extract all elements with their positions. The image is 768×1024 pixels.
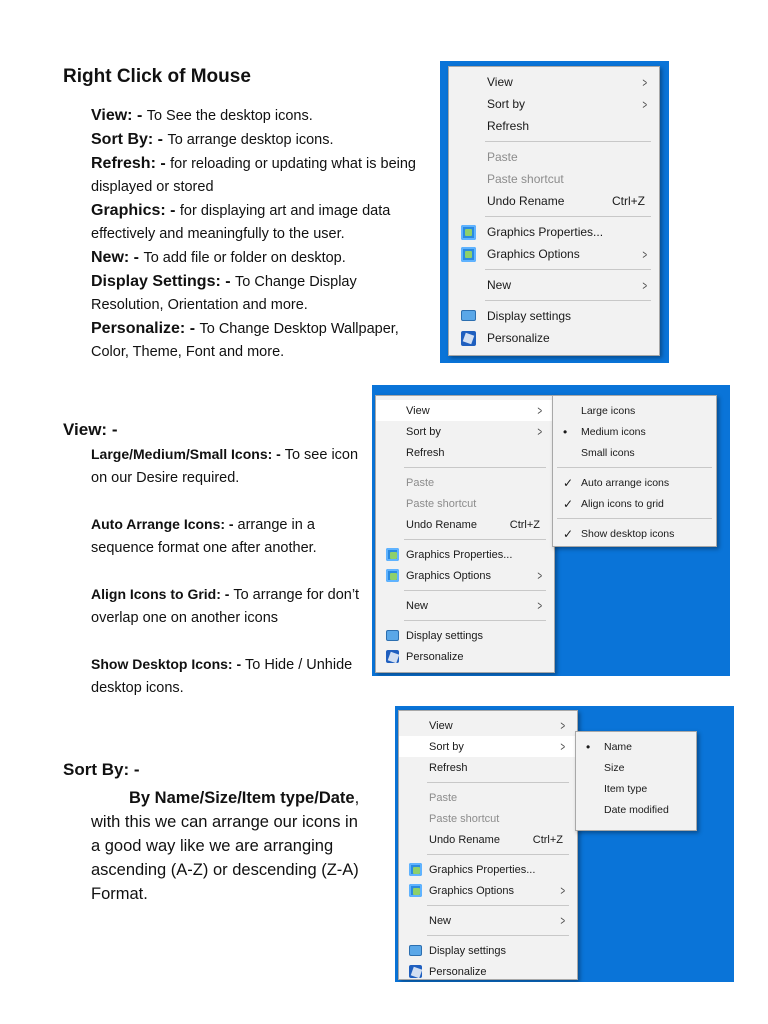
shortcut-text: Ctrl+Z [509, 518, 540, 531]
chevron-right-icon: > [537, 424, 543, 439]
shortcut-text: Ctrl+Z [612, 194, 645, 208]
chevron-right-icon: > [642, 277, 648, 293]
graphics-icon [409, 863, 422, 876]
context-menu [398, 710, 578, 980]
menu-item-undo-rename[interactable]: Undo Rename Ctrl+Z [429, 833, 563, 846]
submenu-item-name[interactable]: • Name [586, 739, 633, 754]
sort-submenu [575, 731, 697, 831]
submenu-item-small-icons[interactable]: Small icons [581, 446, 635, 459]
menu-item-display-settings[interactable]: Display settings [399, 940, 577, 961]
menu-item-refresh[interactable]: Refresh [406, 446, 445, 459]
menu-item-personalize[interactable]: Personalize [376, 646, 554, 667]
menu-item-undo-rename[interactable]: Undo Rename Ctrl+Z [487, 194, 645, 208]
menu-item-display-settings[interactable]: Display settings [449, 305, 659, 327]
menu-divider [404, 620, 546, 621]
section2-title: View: - [63, 420, 118, 439]
menu-divider [427, 782, 569, 783]
def-refresh: Refresh: - for reloading or updating what is being displayed or stored [91, 155, 416, 195]
check-icon: ✓ [563, 496, 574, 511]
menu-divider [404, 467, 546, 468]
submenu-item-show-desktop-icons[interactable]: ✓ Show desktop icons [563, 526, 675, 541]
menu-item-graphics-options[interactable]: Graphics Options > [449, 243, 659, 265]
context-menu [375, 395, 555, 673]
context-menu-screenshot [440, 61, 669, 363]
display-settings-icon [409, 945, 422, 956]
menu-item-personalize[interactable]: Personalize [399, 961, 577, 982]
menu-item-paste-shortcut: Paste shortcut [487, 172, 564, 186]
def-auto-arrange: Auto Arrange Icons: - arrange in a sequence format one after another. [91, 516, 317, 556]
def-sort-by: Sort By: - To arrange desktop icons. [91, 131, 334, 148]
section3-title: Sort By: - [63, 760, 140, 779]
display-settings-icon [386, 630, 399, 641]
section3-body: By Name/Size/Item type/Date, with this we can arrange our icons in a good way like we are arranging ascending (A-Z) or descending (Z-A) Format. [91, 789, 360, 903]
personalize-icon [461, 331, 476, 346]
menu-item-new[interactable]: New > [406, 598, 543, 613]
personalize-icon [386, 650, 399, 663]
chevron-right-icon: > [642, 246, 648, 262]
view-submenu [552, 395, 717, 547]
personalize-icon [409, 965, 422, 978]
menu-item-paste: Paste [406, 476, 435, 489]
chevron-right-icon: > [537, 568, 543, 583]
def-display-settings: Display Settings: - To Change Display Resolution, Orientation and more. [91, 273, 357, 313]
submenu-item-auto-arrange[interactable]: ✓ Auto arrange icons [563, 475, 670, 490]
menu-divider [485, 141, 651, 142]
section1-body [91, 104, 426, 364]
menu-divider [427, 854, 569, 855]
graphics-icon [461, 225, 476, 240]
submenu-item-align-grid[interactable]: ✓ Align icons to grid [563, 496, 664, 511]
menu-item-personalize[interactable]: Personalize [449, 327, 659, 349]
submenu-item-medium-icons[interactable]: • Medium icons [563, 424, 646, 439]
bullet-icon: • [563, 424, 568, 439]
menu-item-view[interactable]: View > [376, 400, 554, 421]
display-settings-icon [461, 310, 476, 321]
menu-item-graphics-options[interactable]: Graphics Options > [399, 880, 577, 901]
menu-item-graphics-properties[interactable]: Graphics Properties... [449, 221, 659, 243]
section2-body [91, 443, 366, 700]
menu-item-new[interactable]: New > [429, 913, 566, 928]
def-show-desktop-icons: Show Desktop Icons: - To Hide / Unhide desktop icons. [91, 656, 353, 696]
menu-item-undo-rename[interactable]: Undo Rename Ctrl+Z [406, 518, 540, 531]
menu-item-refresh[interactable]: Refresh [487, 119, 530, 133]
def-personalize: Personalize: - To Change Desktop Wallpaper, Color, Theme, Font and more. [91, 320, 399, 360]
menu-divider [557, 518, 712, 519]
graphics-icon [386, 548, 399, 561]
shortcut-text: Ctrl+Z [532, 833, 563, 846]
menu-item-sort-by[interactable]: Sort by > [487, 96, 648, 112]
menu-item-paste: Paste [429, 791, 458, 804]
def-icon-sizes: Large/Medium/Small Icons: - To see icon on our Desire required. [91, 446, 359, 486]
context-menu [448, 66, 660, 356]
chevron-right-icon: > [560, 739, 566, 754]
def-view: View: - To See the desktop icons. [91, 107, 313, 124]
chevron-right-icon: > [560, 718, 566, 733]
def-new: New: - To add file or folder on desktop. [91, 249, 346, 266]
menu-divider [485, 216, 651, 217]
submenu-item-item-type[interactable]: Item type [604, 782, 648, 795]
graphics-icon [409, 884, 422, 897]
submenu-item-size[interactable]: Size [604, 761, 625, 774]
submenu-item-large-icons[interactable]: Large icons [581, 404, 636, 417]
check-icon: ✓ [563, 526, 574, 541]
section1-title: Right Click of Mouse [63, 66, 251, 87]
graphics-icon [386, 569, 399, 582]
menu-item-paste-shortcut: Paste shortcut [406, 497, 477, 510]
menu-item-graphics-properties[interactable]: Graphics Properties... [376, 544, 554, 565]
menu-divider [404, 539, 546, 540]
menu-item-display-settings[interactable]: Display settings [376, 625, 554, 646]
chevron-right-icon: > [537, 403, 543, 418]
menu-item-view[interactable]: View > [487, 74, 648, 90]
menu-divider [427, 905, 569, 906]
menu-item-view[interactable]: View > [429, 718, 566, 733]
menu-item-paste: Paste [487, 150, 518, 164]
menu-item-graphics-options[interactable]: Graphics Options > [376, 565, 554, 586]
menu-item-refresh[interactable]: Refresh [429, 761, 468, 774]
graphics-icon [461, 247, 476, 262]
menu-item-sort-by[interactable]: Sort by > [406, 424, 543, 439]
chevron-right-icon: > [560, 883, 566, 898]
chevron-right-icon: > [560, 913, 566, 928]
chevron-right-icon: > [642, 96, 648, 112]
menu-divider [485, 300, 651, 301]
menu-divider [485, 269, 651, 270]
menu-divider [557, 467, 712, 468]
menu-item-new[interactable]: New > [487, 277, 648, 293]
check-icon: ✓ [563, 475, 574, 490]
chevron-right-icon: > [642, 74, 648, 90]
submenu-item-date-modified[interactable]: Date modified [604, 803, 669, 816]
menu-divider [404, 590, 546, 591]
menu-item-paste-shortcut: Paste shortcut [429, 812, 500, 825]
sort-submenu-screenshot [395, 706, 734, 982]
bullet-icon: • [586, 739, 591, 754]
def-align-grid: Align Icons to Grid: - To arrange for don’t overlap one on another icons [91, 586, 360, 626]
view-submenu-screenshot [372, 385, 730, 676]
menu-divider [427, 935, 569, 936]
chevron-right-icon: > [537, 598, 543, 613]
def-graphics: Graphics: - for displaying art and image data effectively and meaningfully to the user. [91, 202, 391, 242]
menu-item-sort-by[interactable]: Sort by > [399, 736, 577, 757]
menu-item-graphics-properties[interactable]: Graphics Properties... [399, 859, 577, 880]
